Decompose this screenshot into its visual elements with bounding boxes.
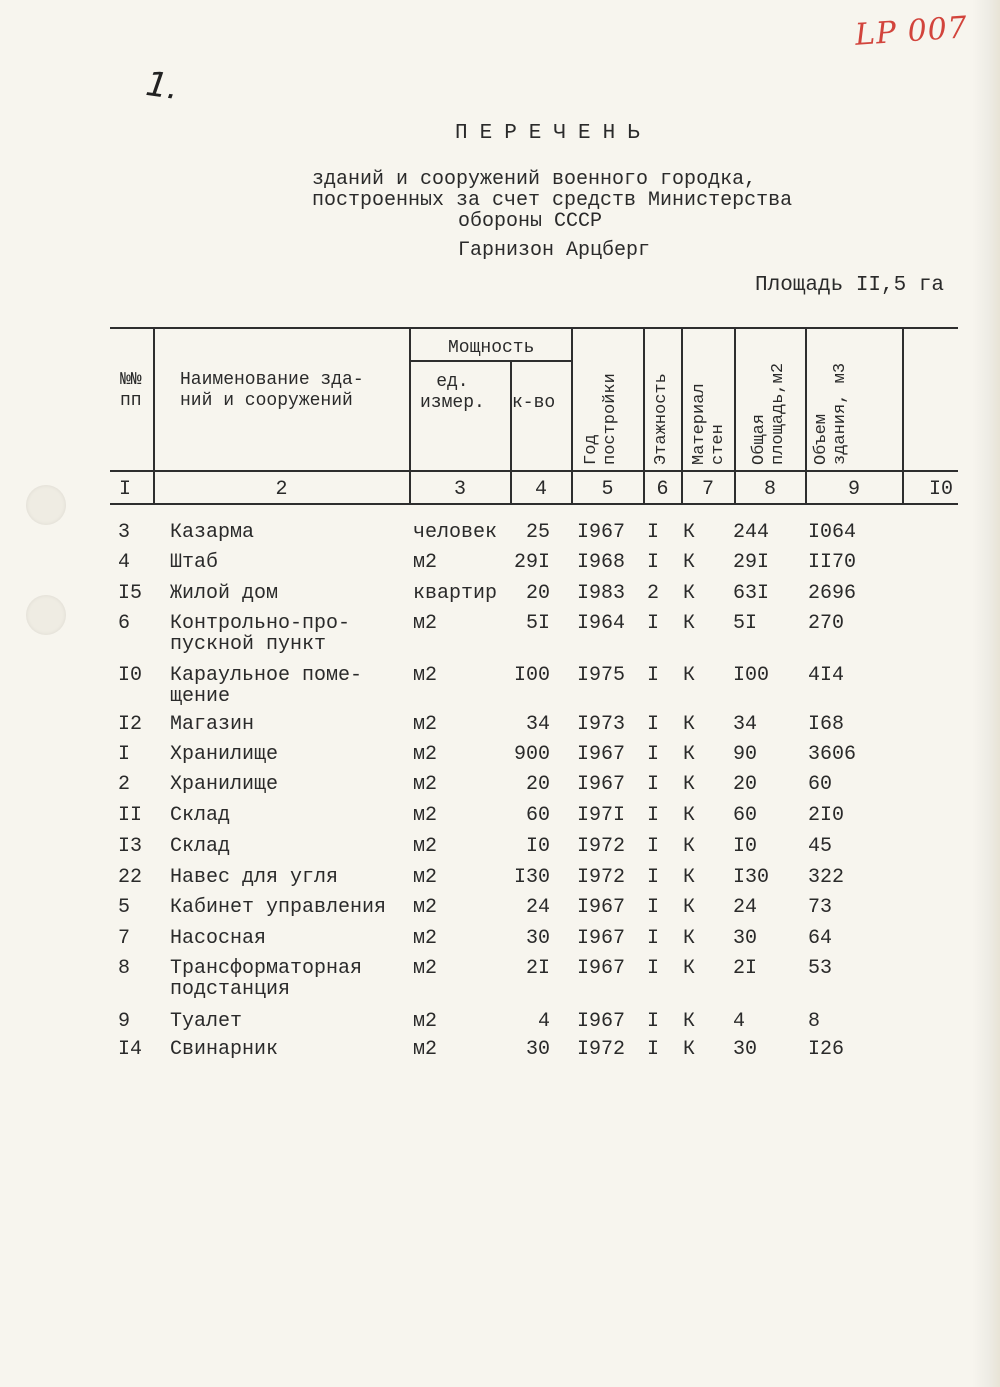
row-volume: 73 [808, 896, 833, 919]
row-quantity: 30 [525, 1038, 550, 1061]
header-quantity: к-во [512, 393, 556, 413]
row-volume: I26 [808, 1038, 845, 1061]
punch-hole [26, 595, 66, 635]
row-floors: I [647, 713, 660, 736]
column-number: 4 [534, 478, 547, 501]
row-number: I5 [118, 582, 143, 605]
column-number: 3 [453, 478, 466, 501]
header-volume: Объем здания, м3 [812, 362, 850, 465]
row-area: 29I [733, 551, 770, 574]
row-quantity: 900 [513, 743, 550, 766]
row-name: Караульное поме- щение [170, 664, 363, 708]
row-unit: человек [413, 521, 498, 544]
row-name: Хранилище [170, 743, 279, 766]
row-quantity: I30 [513, 866, 550, 889]
row-year: I967 [577, 521, 626, 544]
row-floors: I [647, 866, 660, 889]
row-floors: I [647, 957, 660, 980]
row-material: К [683, 927, 696, 950]
row-volume: 8 [808, 1010, 821, 1033]
row-name: Магазин [170, 713, 255, 736]
row-area: 34 [733, 713, 758, 736]
row-year: I972 [577, 1038, 626, 1061]
row-year: I967 [577, 896, 626, 919]
row-quantity: 60 [525, 804, 550, 827]
row-volume: 2696 [808, 582, 857, 605]
row-volume: I064 [808, 521, 857, 544]
row-area: 30 [733, 1038, 758, 1061]
row-quantity: 25 [525, 521, 550, 544]
row-volume: 270 [808, 612, 845, 635]
row-material: К [683, 582, 696, 605]
row-year: I964 [577, 612, 626, 635]
column-number: I [118, 478, 131, 501]
column-number: 6 [656, 478, 669, 501]
row-material: К [683, 896, 696, 919]
row-material: К [683, 664, 696, 687]
row-floors: I [647, 804, 660, 827]
column-number: 5 [601, 478, 614, 501]
paper-edge-shadow [972, 0, 1000, 1387]
row-number: 6 [118, 612, 131, 635]
row-material: К [683, 866, 696, 889]
row-volume: 60 [808, 773, 833, 796]
row-unit: м2 [413, 927, 438, 950]
row-material: К [683, 1010, 696, 1033]
row-unit: м2 [413, 866, 438, 889]
column-number: 8 [763, 478, 776, 501]
row-name: Контрольно-про- пускной пункт [170, 612, 351, 656]
row-material: К [683, 957, 696, 980]
row-floors: I [647, 612, 660, 635]
row-area: 60 [733, 804, 758, 827]
punch-hole [26, 485, 66, 525]
row-area: I0 [733, 835, 758, 858]
row-unit: м2 [413, 713, 438, 736]
row-year: I967 [577, 743, 626, 766]
row-unit: м2 [413, 835, 438, 858]
row-floors: I [647, 896, 660, 919]
row-volume: 3606 [808, 743, 857, 766]
row-volume: 64 [808, 927, 833, 950]
row-area: 244 [733, 521, 770, 544]
row-unit: м2 [413, 804, 438, 827]
row-floors: I [647, 1010, 660, 1033]
row-year: I975 [577, 664, 626, 687]
row-number: I4 [118, 1038, 143, 1061]
row-area: 30 [733, 927, 758, 950]
header-number: №№ пп [120, 370, 142, 411]
row-floors: 2 [647, 582, 660, 605]
row-quantity: 30 [525, 927, 550, 950]
row-floors: I [647, 521, 660, 544]
row-name: Склад [170, 804, 231, 827]
row-year: I967 [577, 927, 626, 950]
row-year: I97I [577, 804, 626, 827]
header-name: Наименование зда- ний и сооружений [180, 370, 364, 411]
row-year: I967 [577, 957, 626, 980]
row-material: К [683, 773, 696, 796]
row-year: I972 [577, 866, 626, 889]
row-unit: м2 [413, 664, 438, 687]
row-floors: I [647, 835, 660, 858]
row-volume: I68 [808, 713, 845, 736]
row-year: I967 [577, 773, 626, 796]
row-unit: м2 [413, 773, 438, 796]
row-material: К [683, 521, 696, 544]
row-unit: м2 [413, 612, 438, 635]
row-number: 9 [118, 1010, 131, 1033]
column-number: 9 [847, 478, 860, 501]
row-unit: м2 [413, 551, 438, 574]
subtitle-line-3: обороны СССР [458, 210, 603, 233]
row-volume: II70 [808, 551, 857, 574]
row-quantity: 34 [525, 713, 550, 736]
row-volume: 53 [808, 957, 833, 980]
row-year: I967 [577, 1010, 626, 1033]
subtitle-line-2: построенных за счет средств Министерства [312, 189, 793, 212]
row-area: 4 [733, 1010, 746, 1033]
row-name: Хранилище [170, 773, 279, 796]
row-number: 3 [118, 521, 131, 544]
handwritten-reference-code: LP 007 [853, 10, 969, 53]
row-name: Навес для угля [170, 866, 339, 889]
row-number: 5 [118, 896, 131, 919]
row-unit: квартир [413, 582, 498, 605]
document-title: ПЕРЕЧЕНЬ [455, 122, 652, 145]
row-material: К [683, 743, 696, 766]
header-year: Год постройки [582, 373, 620, 465]
row-floors: I [647, 927, 660, 950]
row-material: К [683, 612, 696, 635]
row-number: 22 [118, 866, 143, 889]
row-material: К [683, 804, 696, 827]
header-material: Материал стен [690, 383, 728, 465]
row-area: 63I [733, 582, 770, 605]
row-floors: I [647, 551, 660, 574]
row-unit: м2 [413, 957, 438, 980]
row-material: К [683, 1038, 696, 1061]
subtitle-line-1: зданий и сооружений военного городка, [312, 168, 757, 191]
header-capacity: Мощность [448, 338, 535, 358]
row-number: 2 [118, 773, 131, 796]
row-name: Трансформаторная подстанция [170, 957, 363, 1001]
handwritten-page-number: 1. [143, 63, 182, 109]
row-material: К [683, 835, 696, 858]
row-name: Казарма [170, 521, 255, 544]
row-area: I00 [733, 664, 770, 687]
row-material: К [683, 551, 696, 574]
row-name: Склад [170, 835, 231, 858]
site-area: Площадь II,5 га [755, 274, 945, 297]
row-year: I983 [577, 582, 626, 605]
row-number: I [118, 743, 131, 766]
header-area: Общая площадь,м2 [750, 362, 788, 465]
row-number: I2 [118, 713, 143, 736]
row-area: 2I [733, 957, 758, 980]
row-unit: м2 [413, 896, 438, 919]
row-quantity: 2I [525, 957, 550, 980]
header-unit: ед. измер. [420, 372, 485, 413]
row-area: I30 [733, 866, 770, 889]
row-quantity: 20 [525, 773, 550, 796]
row-quantity: 24 [525, 896, 550, 919]
row-area: 5I [733, 612, 758, 635]
row-volume: 2I0 [808, 804, 845, 827]
row-quantity: I00 [513, 664, 550, 687]
row-quantity: 20 [525, 582, 550, 605]
header-floors: Этажность [652, 373, 671, 465]
row-quantity: I0 [525, 835, 550, 858]
column-number: I0 [928, 478, 953, 501]
row-volume: 322 [808, 866, 845, 889]
row-name: Кабинет управления [170, 896, 387, 919]
row-unit: м2 [413, 1038, 438, 1061]
garrison-name: Гарнизон Арцберг [458, 239, 651, 262]
row-quantity: 29I [513, 551, 550, 574]
row-number: 4 [118, 551, 131, 574]
row-number: 8 [118, 957, 131, 980]
row-volume: 4I4 [808, 664, 845, 687]
row-quantity: 4 [537, 1010, 550, 1033]
row-name: Штаб [170, 551, 219, 574]
row-area: 24 [733, 896, 758, 919]
row-area: 20 [733, 773, 758, 796]
row-floors: I [647, 743, 660, 766]
row-unit: м2 [413, 743, 438, 766]
row-floors: I [647, 773, 660, 796]
column-number: 2 [275, 478, 288, 501]
row-number: I0 [118, 664, 143, 687]
row-name: Насосная [170, 927, 267, 950]
row-year: I972 [577, 835, 626, 858]
row-name: Свинарник [170, 1038, 279, 1061]
row-floors: I [647, 664, 660, 687]
row-number: II [118, 804, 143, 827]
column-number: 7 [701, 478, 714, 501]
row-year: I968 [577, 551, 626, 574]
row-area: 90 [733, 743, 758, 766]
row-number: 7 [118, 927, 131, 950]
row-number: I3 [118, 835, 143, 858]
row-unit: м2 [413, 1010, 438, 1033]
row-quantity: 5I [525, 612, 550, 635]
row-name: Жилой дом [170, 582, 279, 605]
row-floors: I [647, 1038, 660, 1061]
row-volume: 45 [808, 835, 833, 858]
row-name: Туалет [170, 1010, 243, 1033]
row-year: I973 [577, 713, 626, 736]
row-material: К [683, 713, 696, 736]
